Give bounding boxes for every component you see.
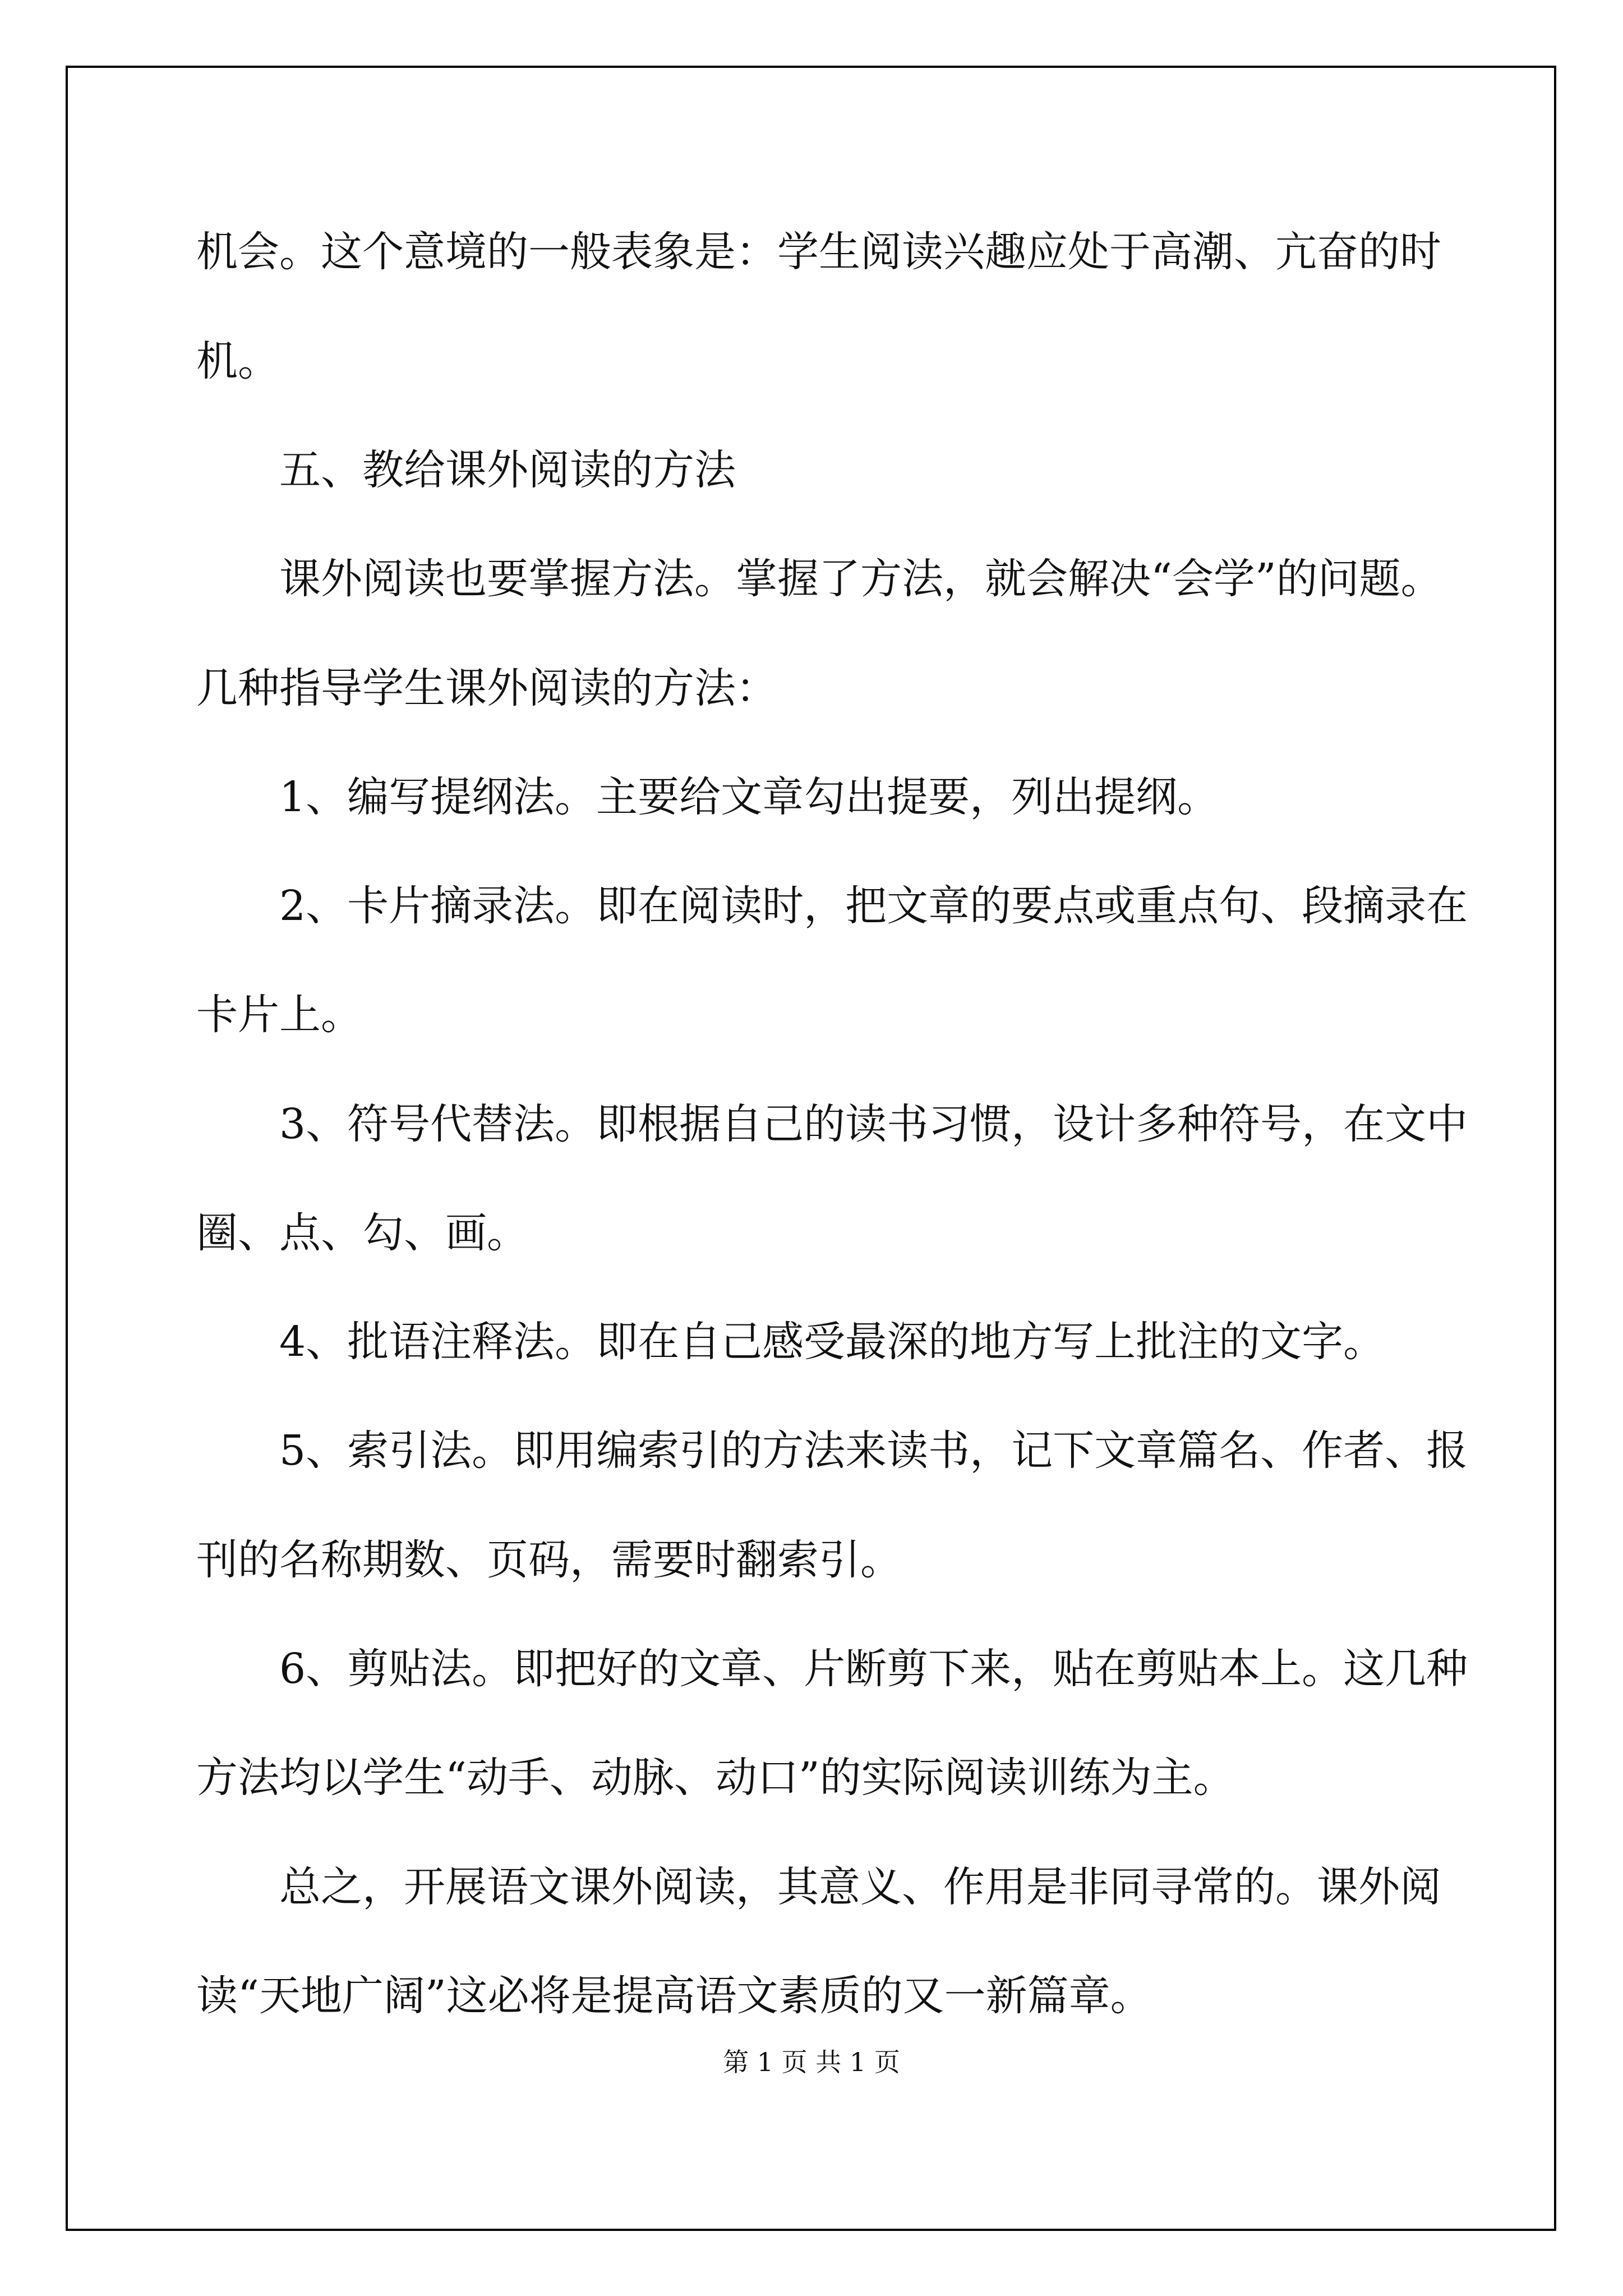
list-item: 6、剪贴法。即把好的文章、片断剪下来，贴在剪贴本上。这几种 <box>279 1645 1468 1693</box>
list-item: 3、符号代替法。即根据自己的读书习惯，设计多种符号，在文中 <box>279 1100 1468 1148</box>
list-item: 2、卡片摘录法。即在阅读时，把文章的要点或重点句、段摘录在 <box>279 882 1468 930</box>
text-line: 圈、点、勾、画。 <box>196 1209 528 1257</box>
text-line: 卡片上。 <box>196 991 362 1039</box>
text-line: 刊的名称期数、页码，需要时翻索引。 <box>196 1536 902 1584</box>
text-line: 读“天地广阔”这必将是提高语文素质的又一新篇章。 <box>196 1972 1152 2020</box>
list-item: 1、编写提纲法。主要给文章勾出提要，列出提纲。 <box>279 773 1219 821</box>
text-line: 机。 <box>196 337 279 385</box>
text-line: 方法均以学生“动手、动脉、动口”的实际阅读训练为主。 <box>196 1754 1235 1802</box>
text-line: 机会。这个意境的一般表象是：学生阅读兴趣应处于高潮、亢奋的时 <box>196 228 1441 276</box>
text-line: 课外阅读也要掌握方法。掌握了方法，就会解决“会学”的问题。 <box>279 555 1442 603</box>
list-item: 4、批语注释法。即在自己感受最深的地方写上批注的文字。 <box>279 1318 1385 1366</box>
text-line: 几种指导学生课外阅读的方法： <box>196 664 777 712</box>
text-line: 总之，开展语文课外阅读，其意义、作用是非同寻常的。课外阅 <box>279 1863 1441 1911</box>
page-footer: 第 1 页 共 1 页 <box>723 2047 900 2077</box>
list-item: 5、索引法。即用编索引的方法来读书，记下文章篇名、作者、报 <box>279 1427 1468 1475</box>
section-heading: 五、教给课外阅读的方法 <box>279 446 736 494</box>
